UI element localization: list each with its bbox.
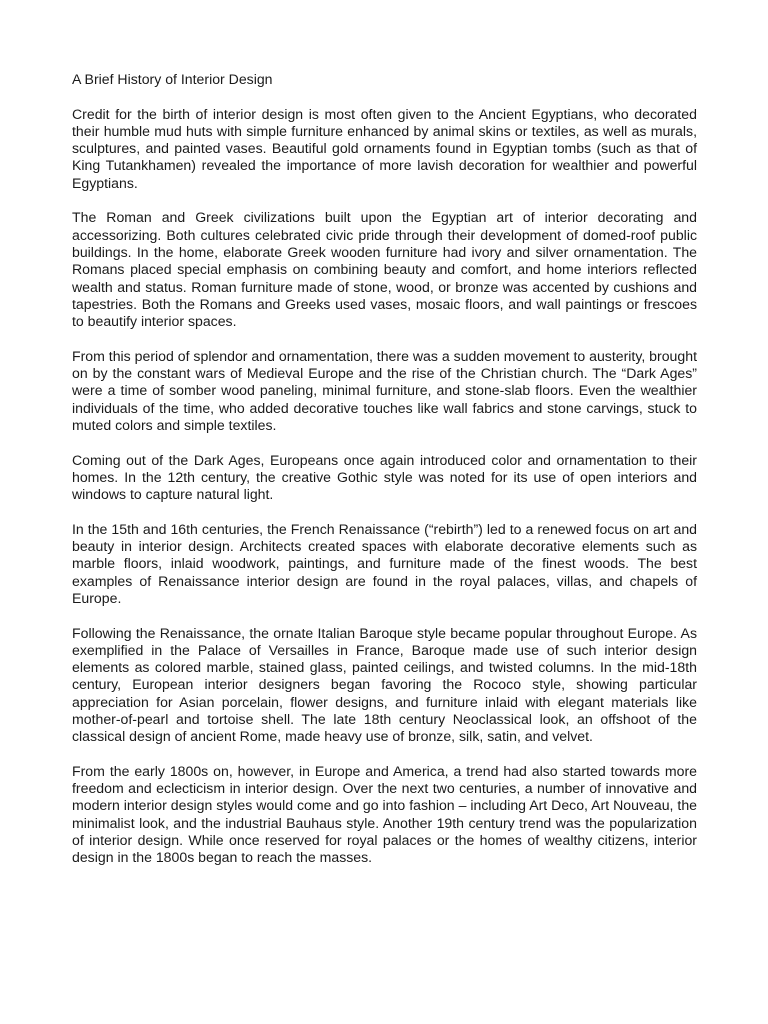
paragraph-roman-greek: The Roman and Greek civilizations built upon the Egyptian art of interior decorating and accessorizing. Both cultures celebrated civic pride through their development of domed-roof public buildings. In the home, elaborate Greek wooden furniture had ivory and silver ornamentation. The Romans placed special emphasis on combining beauty and comfort, and home interiors reflected wealth and status. Roman furniture made of stone, wood, or bronze was accented by cushions and tapestries. Both the Romans and Greeks used vases, mosaic floors, and wall paintings or frescoes to beautify interior spaces. [72, 209, 697, 330]
paragraph-gothic: Coming out of the Dark Ages, Europeans once again introduced color and ornamentation to their homes. In the 12th century, the creative Gothic style was noted for its use of open interiors and windows to capture natural light. [72, 451, 697, 503]
paragraph-baroque-rococo: Following the Renaissance, the ornate Italian Baroque style became popular throughout Europe. As exemplified in the Palace of Versailles in France, Baroque made use of such interior design elements as colored marble, stained glass, painted ceilings, and twisted columns. In the mid-18th century, European interior designers began favoring the Rococo style, showing particular appreciation for Asian porcelain, flower designs, and furniture inlaid with elegant materials like mother-of-pearl and tortoise shell. The late 18th century Neoclassical look, an offshoot of the classical design of ancient Rome, made heavy use of bronze, silk, satin, and velvet. [72, 624, 697, 745]
paragraph-dark-ages: From this period of splendor and ornamentation, there was a sudden movement to austerity, brought on by the constant wars of Medieval Europe and the rise of the Christian church. The “Dark Ages” were a time of somber wood paneling, minimal furniture, and stone-slab floors. Even the wealthier individuals of the time, who added decorative touches like wall fabrics and stone carvings, stuck to muted colors and simple textiles. [72, 347, 697, 433]
document-title: A Brief History of Interior Design [72, 71, 273, 87]
document-page [72, 71, 697, 884]
paragraph-1800s: From the early 1800s on, however, in Europe and America, a trend had also started towards more freedom and eclecticism in interior design. Over the next two centuries, a number of innovative and modern interior design styles would come and go into fashion – including Art Deco, Art Nouveau, the minimalist look, and the industrial Bauhaus style. Another 19th century trend was the popularization of interior design. While once reserved for royal palaces or the homes of wealthy citizens, interior design in the 1800s began to reach the masses. [72, 762, 697, 866]
paragraph-renaissance: In the 15th and 16th centuries, the French Renaissance (“rebirth”) led to a renewed focus on art and beauty in interior design. Architects created spaces with elaborate decorative elements such as marble floors, inlaid woodwork, paintings, and furniture made of the finest woods. The best examples of Renaissance interior design are found in the royal palaces, villas, and chapels of Europe. [72, 520, 697, 606]
paragraph-egyptians: Credit for the birth of interior design is most often given to the Ancient Egyptians, who decorated their humble mud huts with simple furniture enhanced by animal skins or textiles, as well as murals, sculptures, and painted vases. Beautiful gold ornaments found in Egyptian tombs (such as that of King Tutankhamen) revealed the importance of more lavish decoration for wealthier and powerful Egyptians. [72, 105, 697, 191]
